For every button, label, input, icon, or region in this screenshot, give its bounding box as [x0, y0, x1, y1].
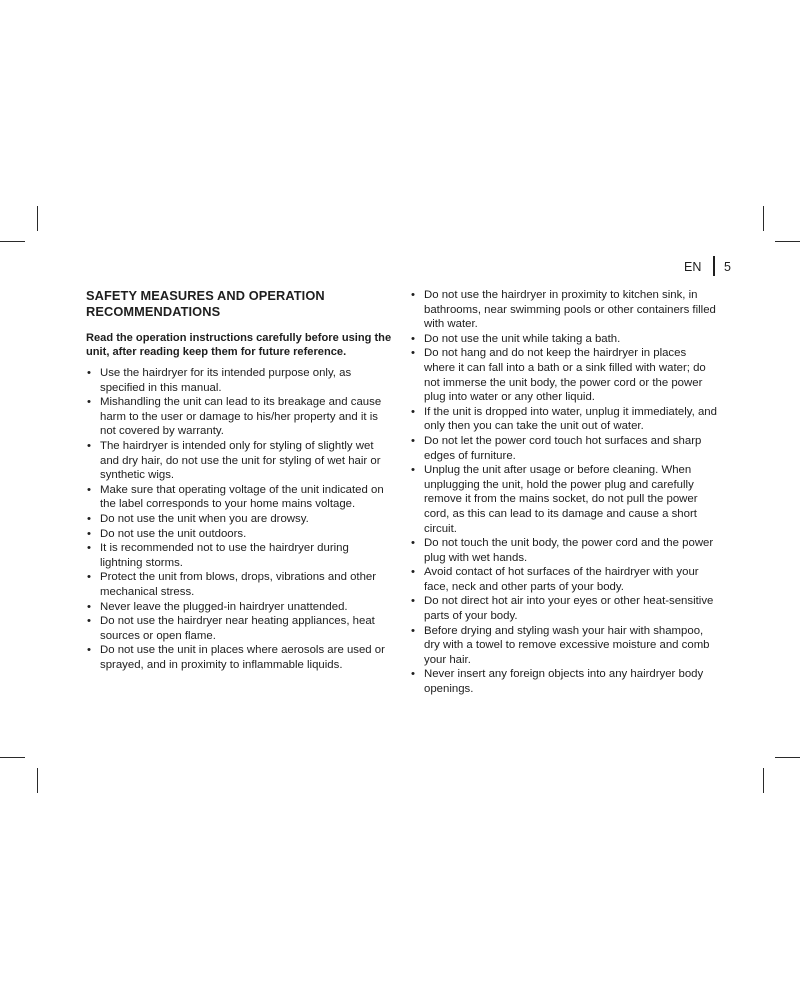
- list-item-text: Unplug the unit after usage or before cleaning. When unplugging the unit, hold the power plug and carefully remove it from the mains socket, do not pull the power cord, as this can lead to its damage and cause a short circuit.: [424, 464, 698, 535]
- list-item-text: Make sure that operating voltage of the unit indicated on the label corresponds to your home mains voltage.: [100, 483, 384, 511]
- section-title-line-1: SAFETY MEASURES AND OPERATION: [86, 288, 325, 303]
- bullet: •: [411, 332, 415, 345]
- crop-mark-bottom-left-vertical: [37, 768, 38, 793]
- list-item-text: Protect the unit from blows, drops, vibrations and other mechanical stress.: [100, 571, 377, 598]
- bullet: •: [411, 347, 415, 360]
- crop-mark-top-right-horizontal: [775, 241, 800, 242]
- bullet: •: [411, 289, 415, 301]
- header-separator: [713, 256, 715, 276]
- page-header: [680, 258, 740, 278]
- list-item-text: Do not use the unit in places where aerosols are used or sprayed, and in proximity to inflammable liquids.: [100, 644, 385, 671]
- list-item: [410, 594, 720, 623]
- bullet: •: [87, 571, 91, 584]
- list-item-text: Mishandling the unit can lead to its breakage and cause harm to the user or damage to his/her property and it is not covered by warranty.: [100, 396, 382, 438]
- crop-mark-bottom-right-vertical: [763, 768, 764, 793]
- bullet: •: [411, 405, 415, 418]
- list-item-text: Do not use the hairdryer near heating appliances, heat sources or open flame.: [100, 615, 375, 642]
- crop-mark-bottom-left-horizontal: [0, 757, 25, 758]
- language-code: EN: [684, 260, 702, 274]
- left-safety-list: [86, 366, 392, 672]
- bullet: •: [87, 644, 91, 657]
- crop-mark-top-right-vertical: [763, 206, 764, 231]
- bullet: •: [87, 527, 91, 540]
- list-item: [86, 366, 392, 395]
- bullet: •: [87, 396, 91, 409]
- list-item: [410, 536, 720, 565]
- list-item-text: Before drying and styling wash your hair with shampoo, dry with a towel to remove excessive moisture and comb your hair.: [424, 624, 710, 666]
- list-item: [410, 288, 720, 332]
- list-item-text: It is recommended not to use the hairdryer during lightning storms.: [100, 542, 349, 569]
- crop-mark-bottom-right-horizontal: [775, 757, 800, 758]
- list-item-text: Do not use the unit when you are drowsy.: [100, 512, 309, 525]
- list-item: [86, 527, 392, 542]
- list-item-text: Never leave the plugged-in hairdryer unattended.: [100, 600, 348, 613]
- list-item: [410, 434, 720, 463]
- bullet: •: [411, 624, 415, 637]
- list-item: [410, 624, 720, 668]
- list-item-text: Do not direct hot air into your eyes or other heat-sensitive parts of your body.: [424, 595, 714, 623]
- intro-text: Read the operation instructions carefully before using the unit, after reading keep them for future reference.: [86, 331, 392, 359]
- list-item-text: Do not use the unit while taking a bath.: [424, 332, 621, 345]
- list-item: [410, 346, 720, 404]
- list-item: [86, 541, 392, 570]
- list-item: [410, 667, 720, 696]
- bullet: •: [411, 566, 415, 579]
- list-item-text: Do not let the power cord touch hot surfaces and sharp edges of furniture.: [424, 434, 702, 462]
- bullet: •: [87, 542, 91, 555]
- bullet: •: [87, 439, 91, 452]
- crop-mark-top-left-horizontal: [0, 241, 25, 242]
- list-item: [86, 614, 392, 643]
- list-item-text: Do not use the unit outdoors.: [100, 527, 247, 540]
- page-number: 5: [724, 260, 731, 274]
- bullet: •: [411, 537, 415, 550]
- list-item: [86, 512, 392, 527]
- section-title-line-2: RECOMMENDATIONS: [86, 304, 221, 320]
- list-item-text: Do not touch the unit body, the power cord and the power plug with wet hands.: [424, 537, 714, 564]
- list-item-text: Do not use the hairdryer in proximity to kitchen sink, in bathrooms, near swimming pools or other containers filled with water.: [424, 289, 716, 331]
- right-safety-list: [410, 288, 720, 697]
- list-item: [86, 570, 392, 599]
- bullet: •: [87, 367, 91, 379]
- bullet: •: [87, 615, 91, 628]
- list-item-text: Do not hang and do not keep the hairdryer in places where it can fall into a bath or a sink filled with water; do not immerse the unit body, the power cord or the power plug into water or any other liquid.: [424, 347, 706, 404]
- bullet: •: [411, 668, 415, 681]
- list-item: [86, 643, 392, 672]
- bullet: •: [411, 595, 415, 608]
- list-item: [86, 395, 392, 439]
- list-item: [86, 483, 392, 512]
- bullet: •: [87, 600, 91, 613]
- list-item-text: Never insert any foreign objects into any hairdryer body openings.: [424, 668, 704, 696]
- list-item: [86, 439, 392, 483]
- crop-mark-top-left-vertical: [37, 206, 38, 231]
- right-column: [410, 288, 720, 697]
- list-item-text: If the unit is dropped into water, unplug it immediately, and only then you can take the unit out of water.: [424, 405, 717, 433]
- bullet: •: [411, 464, 415, 477]
- list-item: [410, 463, 720, 536]
- section-title: [86, 288, 392, 321]
- left-column: [86, 288, 392, 672]
- list-item-text: Avoid contact of hot surfaces of the hairdryer with your face, neck and other parts of your body.: [424, 566, 699, 593]
- bullet: •: [87, 512, 91, 525]
- list-item: [86, 600, 392, 615]
- bullet: •: [87, 483, 91, 496]
- list-item: [410, 405, 720, 434]
- bullet: •: [411, 434, 415, 447]
- list-item: [410, 565, 720, 594]
- list-item-text: The hairdryer is intended only for styling of slightly wet and dry hair, do not use the unit for styling of wet hair or synthetic wigs.: [100, 439, 381, 482]
- list-item-text: Use the hairdryer for its intended purpose only, as specified in this manual.: [100, 367, 352, 394]
- list-item: [410, 332, 720, 347]
